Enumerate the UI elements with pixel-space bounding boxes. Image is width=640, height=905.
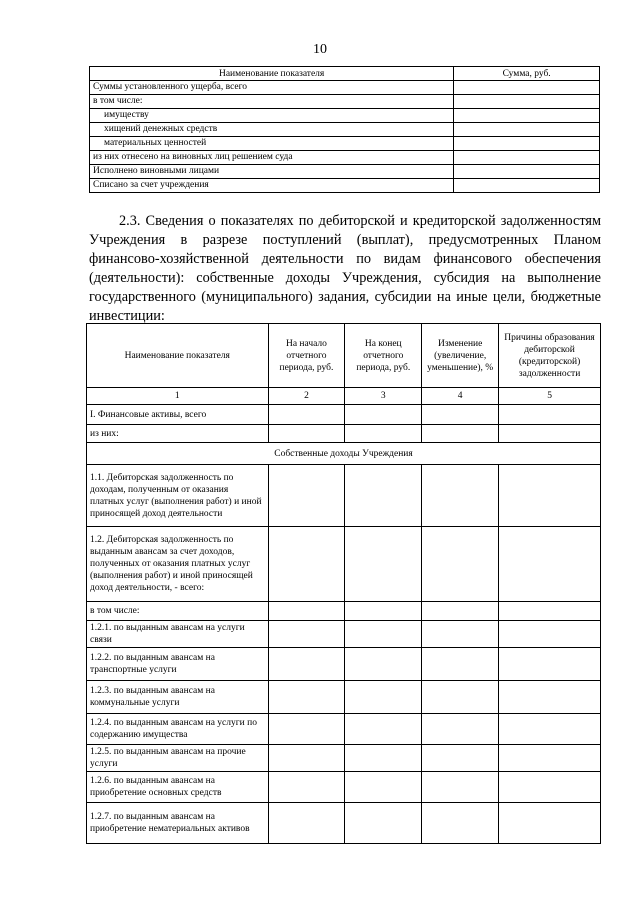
value-cell-col-5: [499, 714, 601, 745]
damage-table-row: [90, 95, 600, 109]
receivables-table: [86, 323, 601, 844]
damage-row-label: в том числе:: [90, 95, 454, 109]
value-cell-col-5: [499, 425, 601, 443]
receivables-item-row: [87, 681, 601, 714]
value-cell-col-2: [268, 648, 345, 681]
value-cell-col-3: [345, 425, 422, 443]
receivables-item-label: 1.2.3. по выданным авансам на коммунальные услуги: [87, 681, 269, 714]
receivables-item-row: [87, 602, 601, 621]
value-cell-col-5: [499, 405, 601, 425]
damage-row-amount-cell: [454, 137, 600, 151]
value-cell-col-4: [422, 465, 499, 527]
value-cell-col-3: [345, 602, 422, 621]
damage-row-amount-cell: [454, 95, 600, 109]
damage-row-label: имуществу: [90, 109, 454, 123]
value-cell-col-2: [268, 681, 345, 714]
receivables-item-label: 1.2.7. по выданным авансам на приобретение нематериальных активов: [87, 803, 269, 844]
damage-table-row: [90, 137, 600, 151]
damage-table-header-row: [90, 67, 600, 81]
receivables-header-reasons: Причины образования дебиторской (кредиторской) задолженности: [499, 324, 601, 388]
damage-row-amount-cell: [454, 123, 600, 137]
value-cell-col-2: [268, 527, 345, 602]
value-cell-col-5: [499, 803, 601, 844]
damage-table-row: [90, 165, 600, 179]
page-number: 10: [313, 42, 327, 57]
value-cell-col-4: [422, 745, 499, 772]
value-cell-col-5: [499, 465, 601, 527]
section-heading: 2.3. Сведения о показателях по дебиторской и кредиторской задолженностям Учреждения в разрезе поступлений (выплат), предусмотренных Планом финансово-хозяйственной деятельности по видам финансового обеспечения (деятельности): собственные доходы Учреждения, субсидия на выполнение государственного (муниципального) задания, субсидии на иные цели, бюджетные инвестиции:: [89, 213, 601, 324]
receivables-item-row: [87, 621, 601, 648]
value-cell-col-5: [499, 621, 601, 648]
column-number-4: 4: [422, 388, 499, 405]
section-title-row: [87, 443, 601, 465]
value-cell-col-2: [268, 803, 345, 844]
value-cell-col-3: [345, 745, 422, 772]
receivables-table-header-row: [87, 324, 601, 388]
value-cell-col-2: [268, 745, 345, 772]
section-title: Собственные доходы Учреждения: [87, 443, 601, 465]
receivables-item-label: 1.2.6. по выданным авансам на приобретение основных средств: [87, 772, 269, 803]
value-cell-col-4: [422, 714, 499, 745]
damage-row-label: Суммы установленного ущерба, всего: [90, 81, 454, 95]
value-cell-col-3: [345, 772, 422, 803]
value-cell-col-4: [422, 621, 499, 648]
value-cell-col-4: [422, 681, 499, 714]
value-cell-col-2: [268, 425, 345, 443]
column-number-1: 1: [87, 388, 269, 405]
receivables-item-row: [87, 465, 601, 527]
receivables-column-numbers-row: [87, 388, 601, 405]
value-cell-col-2: [268, 465, 345, 527]
receivables-item-row: [87, 714, 601, 745]
receivables-header-change: Изменение (увеличение, уменьшение), %: [422, 324, 499, 388]
receivables-summary-label: из них:: [87, 425, 269, 443]
receivables-item-row: [87, 745, 601, 772]
damage-row-amount-cell: [454, 179, 600, 193]
receivables-item-row: [87, 772, 601, 803]
value-cell-col-5: [499, 527, 601, 602]
damage-table-body: [90, 81, 600, 193]
damage-table-header-indicator: Наименование показателя: [90, 67, 454, 81]
value-cell-col-3: [345, 714, 422, 745]
damage-row-amount-cell: [454, 165, 600, 179]
column-number-5: 5: [499, 388, 601, 405]
receivables-summary-row: [87, 405, 601, 425]
value-cell-col-4: [422, 803, 499, 844]
receivables-item-label: 1.2. Дебиторская задолженность по выданным авансам за счет доходов, полученных от оказания платных услуг (выполнения работ) и иной приносящей доход деятельности, - всего:: [87, 527, 269, 602]
value-cell-col-2: [268, 602, 345, 621]
receivables-summary-label: I. Финансовые активы, всего: [87, 405, 269, 425]
value-cell-col-4: [422, 425, 499, 443]
receivables-summary-row: [87, 425, 601, 443]
value-cell-col-5: [499, 772, 601, 803]
damage-table: [89, 66, 600, 193]
receivables-item-label: 1.2.1. по выданным авансам на услуги связи: [87, 621, 269, 648]
column-number-2: 2: [268, 388, 345, 405]
damage-table-header-amount: Сумма, руб.: [454, 67, 600, 81]
receivables-header-indicator: Наименование показателя: [87, 324, 269, 388]
damage-row-amount-cell: [454, 151, 600, 165]
receivables-table-body: [87, 405, 601, 844]
value-cell-col-5: [499, 602, 601, 621]
value-cell-col-3: [345, 803, 422, 844]
damage-row-label: хищений денежных средств: [90, 123, 454, 137]
value-cell-col-2: [268, 772, 345, 803]
damage-table-row: [90, 81, 600, 95]
value-cell-col-3: [345, 527, 422, 602]
damage-row-amount-cell: [454, 109, 600, 123]
receivables-item-label: 1.2.4. по выданным авансам на услуги по содержанию имущества: [87, 714, 269, 745]
receivables-item-row: [87, 648, 601, 681]
value-cell-col-3: [345, 465, 422, 527]
value-cell-col-3: [345, 405, 422, 425]
value-cell-col-2: [268, 621, 345, 648]
receivables-item-label: 1.2.2. по выданным авансам на транспортные услуги: [87, 648, 269, 681]
receivables-item-row: [87, 527, 601, 602]
value-cell-col-2: [268, 405, 345, 425]
column-number-3: 3: [345, 388, 422, 405]
damage-row-label: Списано за счет учреждения: [90, 179, 454, 193]
value-cell-col-2: [268, 714, 345, 745]
receivables-item-label: 1.2.5. по выданным авансам на прочие услуги: [87, 745, 269, 772]
value-cell-col-4: [422, 602, 499, 621]
damage-row-amount-cell: [454, 81, 600, 95]
damage-table-row: [90, 179, 600, 193]
receivables-item-row: [87, 803, 601, 844]
damage-table-row: [90, 151, 600, 165]
damage-row-label: материальных ценностей: [90, 137, 454, 151]
damage-row-label: из них отнесено на виновных лиц решением суда: [90, 151, 454, 165]
value-cell-col-5: [499, 745, 601, 772]
value-cell-col-5: [499, 648, 601, 681]
damage-row-label: Исполнено виновными лицами: [90, 165, 454, 179]
value-cell-col-4: [422, 405, 499, 425]
value-cell-col-4: [422, 648, 499, 681]
receivables-item-label: в том числе:: [87, 602, 269, 621]
value-cell-col-5: [499, 681, 601, 714]
damage-table-row: [90, 123, 600, 137]
value-cell-col-4: [422, 772, 499, 803]
receivables-header-period-end: На конец отчетного периода, руб.: [345, 324, 422, 388]
receivables-item-label: 1.1. Дебиторская задолженность по доходам, полученным от оказания платных услуг (выполнения работ) и иной приносящей доход деятельности: [87, 465, 269, 527]
receivables-header-period-start: На начало отчетного периода, руб.: [268, 324, 345, 388]
value-cell-col-4: [422, 527, 499, 602]
damage-table-row: [90, 109, 600, 123]
section-heading-block: [89, 212, 601, 326]
value-cell-col-3: [345, 681, 422, 714]
value-cell-col-3: [345, 648, 422, 681]
value-cell-col-3: [345, 621, 422, 648]
